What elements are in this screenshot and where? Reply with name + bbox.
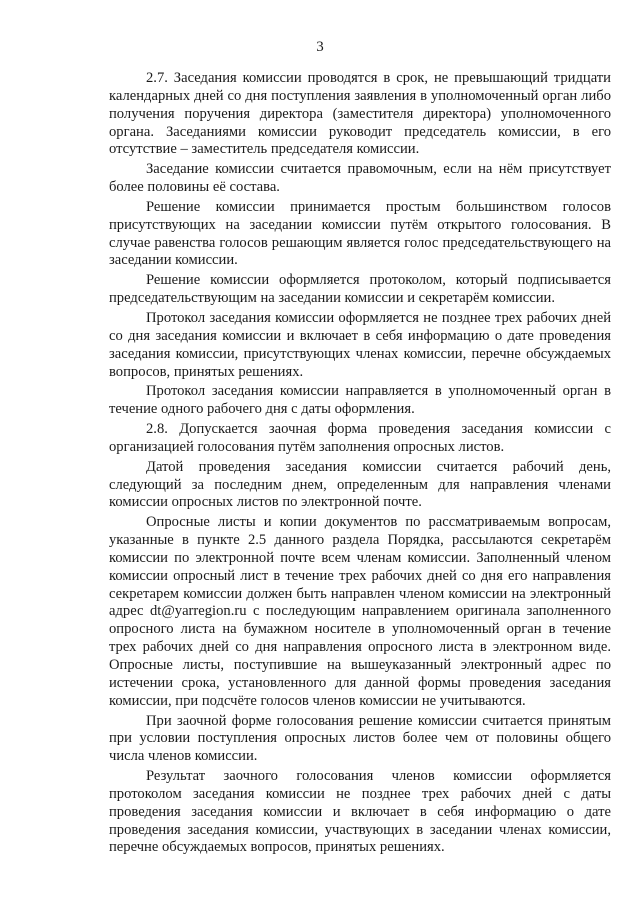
paragraph-absentee-result: Результат заочного голосования членов комиссии оформляется протоколом заседания комиссии не позднее трех рабочих дней с даты проведения заседания комиссии и включает в себя информацию о дате проведения заседания комиссии, участвующих в заседании членах комиссии, перечне обсуждаемых вопросов, принятых решениях.: [109, 768, 611, 856]
paragraph-2-8: 2.8. Допускается заочная форма проведения заседания комиссии с организацией голосования путём заполнения опросных листов.: [109, 421, 611, 455]
paragraph-decision-voting: Решение комиссии принимается простым большинством голосов присутствующих на заседании комиссии путём открытого голосования. В случае равенства голосов решающим является голос председательствующего на заседании комиссии.: [109, 198, 611, 269]
paragraph-absentee-decision: При заочной форме голосования решение комиссии считается принятым при условии поступления опросных листов более чем от половины общего числа членов комиссии.: [109, 712, 611, 765]
paragraph-decision-protocol: Решение комиссии оформляется протоколом, который подписывается председательствующим на заседании комиссии и секретарём комиссии.: [109, 272, 611, 307]
paragraph-absentee-date: Датой проведения заседания комиссии считается рабочий день, следующий за последним днем, определенным для направления членами комиссии опросных листов по электронной почте.: [109, 458, 611, 511]
page-number: 3: [316, 39, 324, 55]
paragraph-questionnaires: Опросные листы и копии документов по рассматриваемым вопросам, указанные в пункте 2.5 данного раздела Порядка, рассылаются секретарём комиссии по электронной почте всем членам комиссии. Заполненный членом комиссии опросный лист в течение трех рабочих дней со дня его направления секретарем комиссии должен быть направлен членом комиссии на электронный адрес dt@yarregion.ru с последующим направлением оригинала заполненного опросного листа на бумажном носителе в уполномоченный орган в течение трех рабочих дней со дня направления опросного листа в электронном виде. Опросные листы, поступившие на вышеуказанный электронный адрес по истечении срока, установленного для данной формы проведения заседания комиссии, при подсчёте голосов членов комиссии не учитываются.: [109, 514, 611, 709]
paragraph-2-7: 2.7. Заседания комиссии проводятся в срок, не превышающий тридцати календарных дней со дня поступления заявления в уполномоченный орган либо получения поручения директора (заместителя директора) уполномоченного органа. Заседаниями комиссии руководит председатель комиссии, в его отсутствие – заместитель председателя комиссии.: [109, 70, 611, 158]
document-body: [109, 70, 611, 857]
paragraph-quorum: Заседание комиссии считается правомочным, если на нём присутствует более половины её состава.: [109, 161, 611, 196]
paragraph-protocol-sending: Протокол заседания комиссии направляется в уполномоченный орган в течение одного рабочего дня с даты оформления.: [109, 383, 611, 418]
paragraph-protocol-content: Протокол заседания комиссии оформляется не позднее трех рабочих дней со дня заседания комиссии и включает в себя информацию о дате проведения заседания комиссии, присутствующих членах комиссии, перечне обсуждаемых вопросов, принятых решениях.: [109, 309, 611, 380]
